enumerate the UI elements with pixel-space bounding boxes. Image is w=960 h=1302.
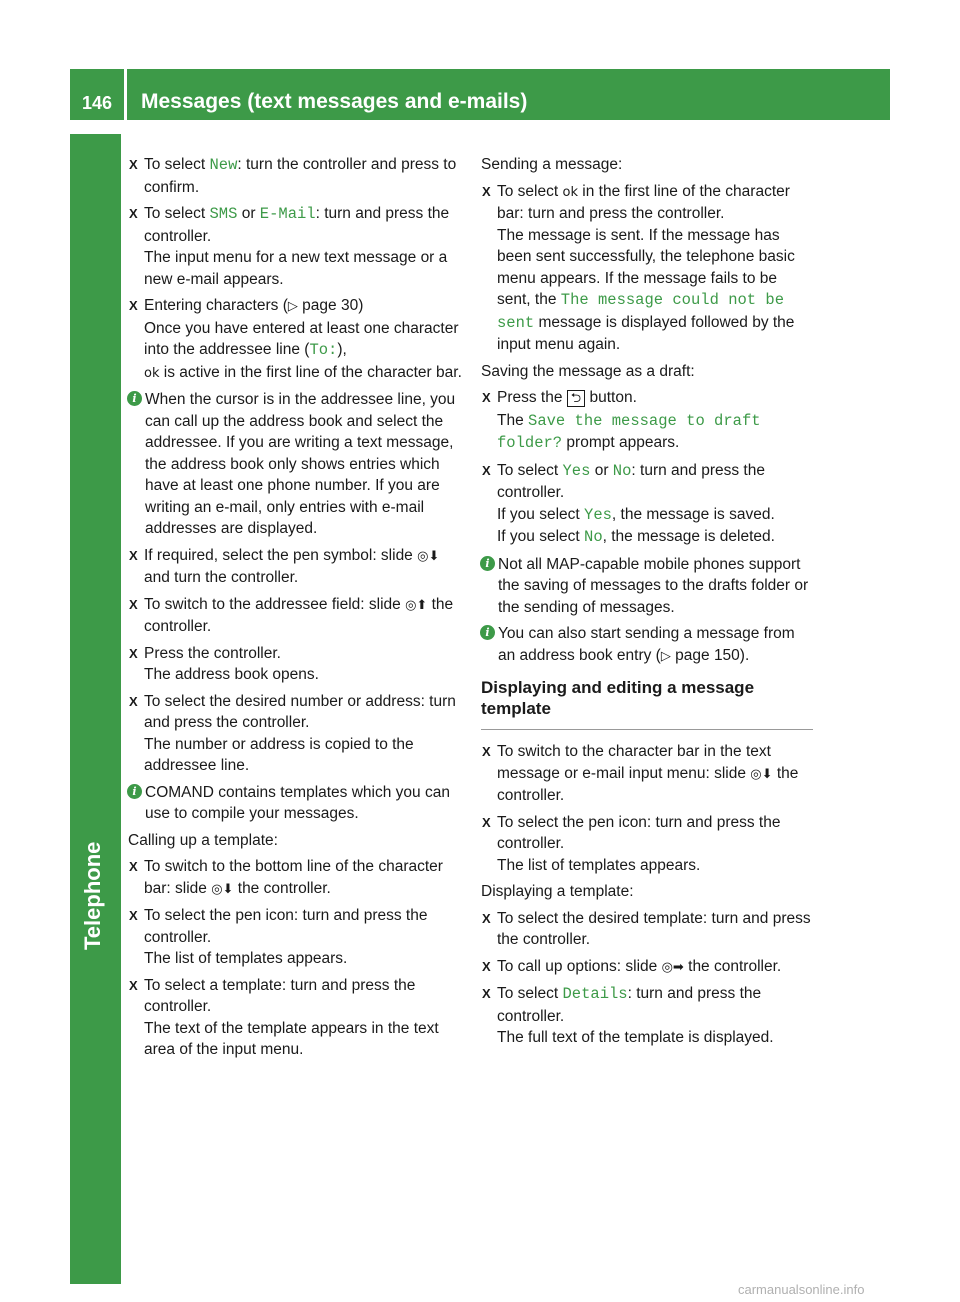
step-bottom-line [128,856,463,900]
left-column [128,154,463,1066]
text: or [237,205,260,222]
text: the controller. [683,957,782,975]
text: If you select [497,528,585,545]
text: If required, select the pen symbol: slide [144,546,418,564]
page-number: 146 [82,93,113,113]
text: To call up options: slide [497,957,662,975]
text: To select the desired template: turn and press the controller. [497,909,811,948]
text: : turn and press the controller. [497,461,765,501]
text: To select the pen icon: turn and press the controller. [497,813,781,852]
info-icon: i [480,625,495,640]
page-reference: page 30) [297,297,364,314]
step-marker: X [129,298,138,313]
step-marker: X [482,958,491,974]
display-text-not-sent: The message could not be sent [497,291,785,332]
display-text-yes: Yes [584,505,612,524]
step-select-details [481,983,813,1049]
result-text: The number or address is copied to the addressee line. [144,735,414,774]
watermark: carmanualsonline.info [738,1282,865,1297]
display-text-no: No [612,461,632,480]
text: To select [144,156,210,173]
display-text-details: Details [562,985,628,1003]
text: prompt appears. [562,434,680,451]
page-title: Messages (text messages and e-mails) [141,90,528,113]
controller-slide-right-icon: ◎➡ [661,959,684,975]
text: , the message is deleted. [602,528,775,545]
text: To select [497,182,563,200]
step-marker: X [482,462,491,478]
info-icon: i [480,556,495,571]
display-text-save-draft: Save the message to draft folder? [497,411,761,452]
display-text-no: No [584,528,603,546]
paragraph-saving-draft: Saving the message as a draft: [481,362,695,380]
side-tab [70,134,121,1284]
result-text: The address book opens. [144,666,319,683]
result-text: The text of the template appears in the text area of the input menu. [144,1019,439,1058]
step-marker: X [482,183,491,199]
text: Once you have entered at least one character into the addressee line ( [144,319,459,358]
step-marker: X [129,693,138,709]
page-ref-arrow-icon: ▷ [660,648,671,664]
text: : turn the controller and press to confirm. [144,156,457,196]
page-ref-arrow-icon: ▷ [287,299,298,314]
side-tab-label: Telephone [80,841,105,950]
controller-slide-up-icon: ◎⬆ [405,597,428,613]
step-marker: X [482,744,491,759]
text: : turn and press the controller. [497,985,762,1025]
step-marker: X [482,986,491,1001]
step-pen-icon [128,905,463,970]
back-button-icon: ⮌ [567,390,585,407]
step-press-controller [128,643,463,686]
paragraph-calling-template: Calling up a template: [128,831,278,849]
display-text-to: To: [309,341,338,359]
step-yes-no [481,460,813,549]
step-marker: X [482,390,491,405]
step-marker: X [129,977,138,993]
info-text: When the cursor is in the addressee line, you can call up the address book and select the addressee. If you are writing a text message, the address book only shows entries which have at least one phone number. If you are writing an e-mail, only entries with e-mail addresses are displayed. [145,391,456,537]
right-column [481,154,813,1054]
text: Entering characters ( [144,297,288,314]
result-text: The full text of the template is displayed. [497,1029,774,1046]
result-text: The list of templates appears. [144,950,348,967]
text: the controller. [497,764,799,804]
step-entering-characters [128,295,463,384]
text: To select [497,985,563,1002]
text: message is displayed followed by the input menu again. [497,313,795,353]
text: , the message is saved. [611,505,775,523]
text: To switch to the addressee field: slide [144,595,406,613]
step-marker: X [129,596,138,612]
text: To select a template: turn and press the controller. [144,976,416,1015]
text: To switch to the character bar in the text message or e-mail input menu: slide [497,743,771,782]
text: button. [585,389,637,406]
info-note-map [481,554,813,619]
info-note-address-entry [481,623,813,667]
step-call-options [481,956,813,979]
info-note-address-book [128,389,463,540]
step-send-ok [481,181,813,356]
step-marker: X [129,157,138,172]
info-text: Not all MAP-capable mobile phones support the saving of messages to the drafts folder or the sending of messages. [498,555,809,616]
step-marker: X [482,814,491,830]
text: : turn and press the controller. [144,205,450,245]
display-text-new: New [209,156,238,174]
text: and turn the controller. [144,569,299,586]
step-addressee-field [128,594,463,638]
step-select-type [128,203,463,290]
paragraph-displaying-template: Displaying a template: [481,883,634,900]
text: ), [337,341,347,358]
text: Press the controller. [144,644,281,662]
info-icon: i [127,391,142,406]
text: To select the desired number or address: turn and press the controller. [144,692,456,731]
info-note-templates [128,782,463,825]
text: To select [497,461,563,479]
text: Press the [497,389,567,406]
info-text: You can also start sending a message from an address book entry ( [498,625,795,664]
step-pen-icon [481,812,813,877]
step-select-desired-template [481,908,813,951]
ok-symbol-icon: ok [562,184,578,200]
step-marker: X [129,859,138,874]
controller-slide-down-icon: ◎⬇ [750,766,773,782]
text: To select the pen icon: turn and press the controller. [144,907,428,946]
display-text-sms: SMS [209,205,238,223]
ok-symbol-icon: ok [144,365,160,381]
paragraph-sending: Sending a message: [481,156,623,173]
text: To select [144,205,210,222]
result-text: The list of templates appears. [497,856,701,874]
header-divider [124,69,127,120]
text: in the first line of the character bar: turn and press the controller. [497,182,790,222]
info-text: COMAND contains templates which you can use to compile your messages. [145,783,450,822]
result-text: The message is sent. If the message has been sent successfully, the telephone basic menu appears. If the message fails to be sent, the [497,226,795,308]
controller-slide-down-icon: ◎⬇ [211,881,234,897]
text: To switch to the bottom line of the character bar: slide [144,858,443,897]
step-pen-symbol [128,545,463,589]
controller-slide-down-icon: ◎⬇ [417,548,440,564]
page-reference: page 150). [670,646,750,664]
step-marker: X [482,910,491,926]
text: or [590,461,613,479]
text: is active in the first line of the character bar. [159,363,462,381]
step-select-template [128,975,463,1061]
step-switch-character-bar [481,741,813,807]
step-marker: X [129,547,138,563]
step-select-number [128,691,463,777]
step-select-new [128,154,463,198]
display-text-email: E-Mail [259,205,316,223]
step-marker: X [129,206,138,221]
step-marker: X [129,645,138,661]
text: If you select [497,505,585,523]
section-heading: Displaying and editing a message template [481,677,813,730]
text: the controller. [144,595,454,635]
text: the controller. [233,879,331,897]
step-press-back [481,387,813,455]
step-marker: X [129,908,138,923]
text: The [497,411,529,429]
result-text: The input menu for a new text message or a new e-mail appears. [144,249,448,288]
info-icon: i [127,784,142,799]
display-text-yes: Yes [562,461,591,480]
